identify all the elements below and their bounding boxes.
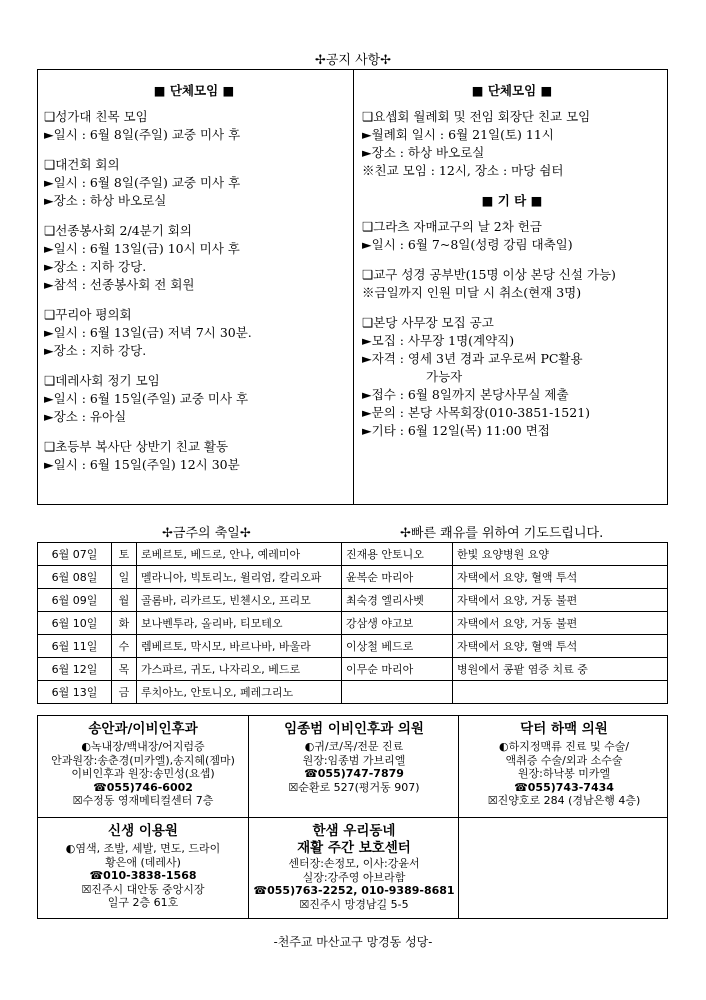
- prayer-status: 한빛 요양병원 요양: [453, 543, 668, 566]
- notice-block: [44, 156, 344, 210]
- feast-date: 6월 08일: [38, 566, 112, 589]
- notice-line: ►일시 : 6월 13일(금) 저녁 7시 30분.: [44, 325, 252, 340]
- ad-line: 액취증 수술/외과 소수술: [505, 753, 623, 767]
- notice-bible-study: [362, 266, 662, 302]
- feast-saints: 루치아노, 안토니오, 페레그리노: [137, 681, 342, 704]
- notice-graz-collection: [362, 218, 662, 254]
- feast-saints: 로베르토, 베드로, 안나, 예레미아: [137, 543, 342, 566]
- notice-line: ❑교구 성경 공부반(15명 이상 본당 신설 가능): [362, 267, 616, 282]
- prayer-name: 이상철 베드로: [342, 635, 453, 658]
- feast-weekday: 금: [112, 681, 137, 704]
- right-section-header-etc: ■ 기 타 ■: [481, 193, 543, 208]
- notice-joseph-meeting: [362, 108, 662, 180]
- ad-dr-hamaek-clinic: [459, 716, 669, 817]
- feast-saints: 골롬바, 리카르도, 빈첸시오, 프리모: [137, 589, 342, 612]
- ad-lim-ent-clinic: [249, 716, 459, 817]
- notice-line: ❑꾸리아 평의회: [44, 307, 132, 322]
- notice-block: [44, 438, 344, 474]
- feast-saints: 보나벤투라, 올리바, 티모테오: [137, 612, 342, 635]
- prayer-name: 이무순 마리아: [342, 658, 453, 681]
- ad-name: 임종범 이비인후과 의원: [284, 721, 424, 737]
- prayer-status: 자택에서 요양, 혈액 투석: [453, 635, 668, 658]
- feast-saints: 렘베르토, 막시모, 바르나바, 바울라: [137, 635, 342, 658]
- notice-line: ►월례회 일시 : 6월 21일(토) 11시: [362, 127, 554, 142]
- ad-line: 실장:강주영 아브라함: [302, 870, 406, 884]
- ad-phone: ☎055)763-2252, 010-9389-8681: [253, 884, 455, 897]
- feast-date: 6월 07일: [38, 543, 112, 566]
- notice-line: ❑초등부 복사단 상반기 친교 활동: [44, 439, 229, 454]
- notice-line: ►모집 : 사무장 1명(계약직): [362, 333, 515, 348]
- prayer-name: 진재용 안토니오: [342, 543, 453, 566]
- feast-title: ✢금주의 축일✢: [162, 526, 251, 541]
- notice-block: [44, 372, 344, 426]
- column-divider: [353, 70, 354, 504]
- ad-phone: ☎055)743-7434: [514, 780, 614, 794]
- notice-line: ❑본당 사무장 모집 공고: [362, 315, 494, 330]
- notice-line: ►자격 : 영세 3년 경과 교우로써 PC활용: [362, 351, 583, 366]
- page-title: ✢공지 사항✢: [314, 53, 392, 68]
- ad-address: ☒진양호로 284 (경남은행 4층): [487, 794, 641, 807]
- notice-box: [37, 69, 668, 505]
- ad-line: 황은애 (데레사): [105, 855, 181, 869]
- notice-line: ►장소 : 유아실: [44, 409, 127, 424]
- notice-line: ►참석 : 선종봉사회 전 회원: [44, 277, 195, 292]
- notice-line: ►일시 : 6월 8일(주일) 교중 미사 후: [44, 175, 241, 190]
- table-row: [38, 589, 668, 612]
- ad-line: ◐하지정맥류 진료 및 수술/: [498, 740, 630, 753]
- ad-address: ☒수정동 영재메티컬센터 7층: [72, 794, 214, 807]
- ad-name: 닥터 하맥 의원: [520, 721, 608, 737]
- feast-date: 6월 13일: [38, 681, 112, 704]
- ad-name: 신생 이용원: [108, 823, 178, 839]
- notice-line: ►장소 : 하상 바오로실: [44, 193, 167, 208]
- feast-saints: 가스파르, 귀도, 나자리오, 베드로: [137, 658, 342, 681]
- notice-line: ►일시 : 6월 8일(주일) 교중 미사 후: [44, 127, 241, 142]
- ad-line: 센터장:손정모, 이사:강윤서: [288, 857, 420, 870]
- notice-line: ►장소 : 지하 강당.: [44, 259, 147, 274]
- notice-block: [44, 108, 344, 144]
- feast-date: 6월 10일: [38, 612, 112, 635]
- notice-line: ►문의 : 본당 사목회장(010-3851-1521): [362, 405, 591, 420]
- notice-block: [44, 306, 344, 360]
- notice-line: ※금일까지 인원 미달 시 취소(현재 3명): [362, 285, 582, 300]
- feast-weekday: 수: [112, 635, 137, 658]
- ad-address: ☒진주시 망경남길 5-5: [299, 897, 409, 911]
- ad-address: 일구 2층 61호: [107, 896, 179, 909]
- ad-phone: ☎055)746-6002: [93, 780, 193, 794]
- notice-line: ❑선종봉사회 2/4분기 회의: [44, 223, 192, 238]
- ad-name: 한샘 우리동네: [312, 823, 396, 839]
- notice-line: ►장소 : 지하 강당.: [44, 343, 147, 358]
- ad-hansaem-rehab-center: [249, 818, 459, 919]
- ad-phone: ☎010-3838-1568: [89, 869, 197, 882]
- prayer-status: 자택에서 요양, 거동 불편: [453, 612, 668, 635]
- right-section-header-groups: ■ 단체모임 ■: [471, 83, 553, 98]
- notice-line: ❑성가대 친목 모임: [44, 109, 148, 124]
- table-row: [38, 658, 668, 681]
- footer: -천주교 마산교구 망경동 성당-: [273, 935, 433, 949]
- left-column: [44, 82, 344, 486]
- notice-line: ►일시 : 6월 15일(주일) 교중 미사 후: [44, 391, 249, 406]
- ad-line: ◐귀/코/목/전문 진료: [304, 740, 404, 753]
- feast-weekday: 월: [112, 589, 137, 612]
- table-row: [38, 543, 668, 566]
- feast-weekday: 토: [112, 543, 137, 566]
- table-row: [38, 566, 668, 589]
- prayer-status: 자택에서 요양, 혈액 투석: [453, 566, 668, 589]
- left-section-header: ■ 단체모임 ■: [153, 83, 235, 98]
- notice-line: ►접수 : 6월 8일까지 본당사무실 제출: [362, 387, 569, 402]
- prayer-title: ✢빠른 쾌유를 위하여 기도드립니다.: [400, 526, 604, 541]
- prayer-status: [453, 681, 668, 704]
- notice-line: ►일시 : 6월 15일(주일) 12시 30분: [44, 457, 240, 472]
- notice-line: ►일시 : 6월 7~8일(성령 강림 대축일): [362, 237, 573, 252]
- notice-line: ❑대건회 회의: [44, 157, 120, 172]
- prayer-status: 자택에서 요양, 거동 불편: [453, 589, 668, 612]
- prayer-status: 병원에서 콩팥 염증 치료 중: [453, 658, 668, 681]
- prayer-name: 최숙경 엘리사벳: [342, 589, 453, 612]
- ad-line: 원장:임종범 가브리엘: [302, 753, 406, 767]
- notice-line: ❑그라츠 자매교구의 날 2차 헌금: [362, 219, 542, 234]
- table-row: [38, 635, 668, 658]
- notice-office-recruit: [362, 314, 662, 440]
- ad-phone: ☎055)747-7879: [304, 767, 404, 780]
- prayer-name: 윤복순 마리아: [342, 566, 453, 589]
- feast-weekday: 화: [112, 612, 137, 635]
- notice-line: ►일시 : 6월 13일(금) 10시 미사 후: [44, 241, 240, 256]
- feast-date: 6월 11일: [38, 635, 112, 658]
- ad-line: 안과원장:송춘경(미카엘),송지혜(젬마): [51, 753, 235, 767]
- feast-date: 6월 12일: [38, 658, 112, 681]
- feast-table: [37, 542, 668, 704]
- ad-line: 이비인후과 원장:송민성(요셉): [71, 767, 215, 780]
- ad-name: 송안과/이비인후과: [88, 721, 198, 737]
- prayer-name: [342, 681, 453, 704]
- feast-weekday: 일: [112, 566, 137, 589]
- notice-line: 가능자: [426, 369, 463, 384]
- prayer-name: 강삼생 야고보: [342, 612, 453, 635]
- ad-line: ◐녹내장/백내장/어지럼증: [81, 740, 205, 753]
- table-row: [38, 612, 668, 635]
- feast-saints: 멜라니아, 빅토리노, 윌리엄, 칼리오파: [137, 566, 342, 589]
- notice-line: ►기타 : 6월 12일(목) 11:00 면접: [362, 423, 550, 438]
- feast-weekday: 목: [112, 658, 137, 681]
- notice-line: ❑요셉회 월례회 및 전임 회장단 친교 모임: [362, 109, 591, 124]
- ad-address: ☒진주시 대안동 중앙시장: [81, 882, 205, 896]
- feast-date: 6월 09일: [38, 589, 112, 612]
- notice-block: [44, 222, 344, 294]
- ad-address: ☒순환로 527(평거동 907): [288, 780, 420, 794]
- right-column: [362, 82, 662, 452]
- ad-line: 원장:하낙봉 미카엘: [517, 767, 611, 780]
- table-row: [38, 681, 668, 704]
- ad-song-eye-clinic: [38, 716, 248, 817]
- ad-sinsaeng-barber: [38, 818, 248, 919]
- notice-line: ►장소 : 하상 바오로실: [362, 145, 485, 160]
- ad-line: ◐염색, 조발, 세발, 면도, 드라이: [65, 842, 221, 855]
- notice-line: ※친교 모임 : 12시, 장소 : 마당 쉼터: [362, 163, 564, 178]
- ads-box: [37, 715, 668, 919]
- ad-name: 재활 주간 보호센터: [297, 840, 411, 856]
- notice-line: ❑데레사회 정기 모임: [44, 373, 160, 388]
